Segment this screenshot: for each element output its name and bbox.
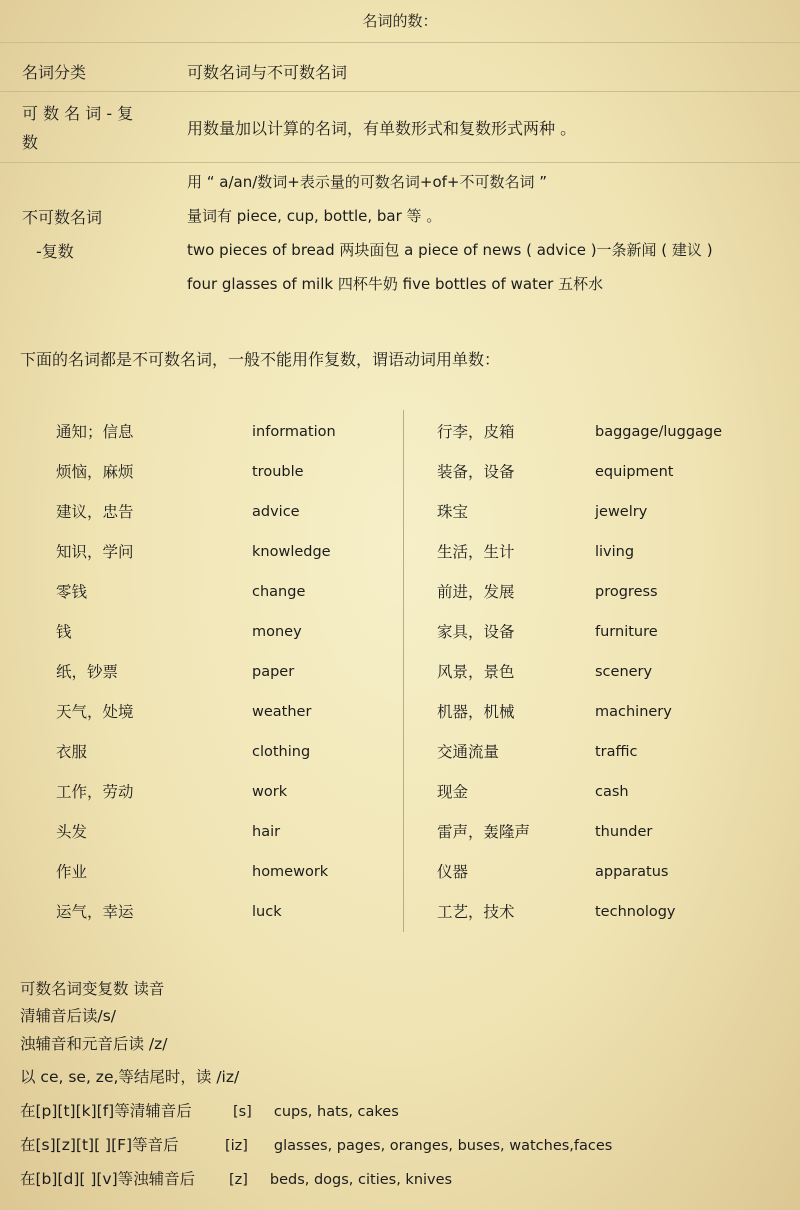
- countable-description: 用数量加以计算的名词，有单数形式和复数形式两种 。: [187, 119, 577, 138]
- noun-chinese: 纸，钞票: [56, 663, 119, 681]
- example-rule: 在[b][d][ ][v]等浊辅音后: [20, 1170, 196, 1188]
- noun-chinese: 仪器: [437, 863, 469, 881]
- noun-english: change: [252, 584, 306, 600]
- pronunciation-example: [20, 1133, 612, 1155]
- countable-label-cont: 数: [22, 133, 39, 152]
- uncountable-line: two pieces of bread 两块面包 a piece of news ( advice )一条新闻 ( 建议 ): [187, 241, 713, 259]
- noun-chinese: 建议，忠告: [56, 503, 134, 521]
- noun-chinese: 机器，机械: [437, 703, 515, 721]
- noun-english: technology: [595, 904, 676, 920]
- noun-chinese: 行李，皮箱: [437, 423, 515, 441]
- pronunciation-rule: 浊辅音和元音后读 /z/: [20, 1035, 168, 1053]
- table-divider: [0, 91, 800, 92]
- example-sound: [s]: [232, 1104, 252, 1120]
- uncountable-line: 量词有 piece, cup, bottle, bar 等 。: [187, 207, 442, 225]
- noun-english: advice: [252, 504, 300, 520]
- noun-english: apparatus: [595, 864, 669, 880]
- noun-chinese: 作业: [56, 863, 88, 881]
- noun-english: paper: [252, 664, 295, 680]
- noun-chinese: 雷声，轰隆声: [437, 823, 531, 841]
- noun-english: machinery: [595, 704, 672, 720]
- noun-chinese: 生活，生计: [437, 543, 515, 561]
- table-divider: [0, 42, 800, 43]
- noun-english: luck: [252, 904, 282, 920]
- noun-chinese: 烦恼，麻烦: [56, 463, 134, 481]
- uncountable-line: four glasses of milk 四杯牛奶 five bottles of water 五杯水: [187, 275, 604, 293]
- noun-chinese: 工艺，技术: [437, 903, 515, 921]
- header-label: 名词分类: [22, 63, 87, 82]
- column-divider: [403, 410, 404, 932]
- uncountable-label-cont: -复数: [36, 242, 74, 261]
- noun-english: work: [252, 784, 288, 800]
- noun-chinese: 装备，设备: [437, 463, 515, 481]
- pronunciation-rule: 清辅音后读/s/: [20, 1007, 117, 1025]
- noun-english: trouble: [252, 464, 304, 480]
- noun-chinese: 风景，景色: [437, 663, 515, 681]
- noun-english: baggage/luggage: [595, 424, 723, 440]
- example-rule: 在[s][z][t][ ][F]等音后: [20, 1136, 179, 1154]
- noun-chinese: 通知；信息: [56, 423, 134, 441]
- noun-english: furniture: [595, 624, 658, 640]
- noun-english: traffic: [595, 744, 638, 760]
- noun-chinese: 衣服: [56, 743, 88, 761]
- noun-chinese: 珠宝: [437, 503, 469, 521]
- uncountable-label: 不可数名词: [22, 208, 103, 227]
- noun-chinese: 工作，劳动: [56, 783, 134, 801]
- list-intro: 下面的名词都是不可数名词，一般不能用作复数，谓语动词用单数：: [20, 350, 501, 369]
- noun-chinese: 知识，学问: [56, 543, 134, 561]
- noun-english: progress: [595, 584, 658, 600]
- noun-english: clothing: [252, 744, 311, 760]
- uncountable-line: 用 “ a/an/数词+表示量的可数名词+of+不可数名词 ”: [187, 173, 548, 191]
- example-rule: 在[p][t][k][f]等清辅音后: [20, 1102, 192, 1120]
- noun-english: cash: [595, 784, 629, 800]
- noun-english: living: [595, 544, 635, 560]
- noun-english: information: [252, 424, 336, 440]
- example-words: glasses, pages, oranges, buses, watches,faces: [273, 1138, 613, 1154]
- example-words: beds, dogs, cities, knives: [269, 1172, 453, 1188]
- noun-chinese: 运气，幸运: [56, 903, 134, 921]
- noun-chinese: 天气，处境: [56, 703, 134, 721]
- page-title: 名词的数：: [362, 12, 438, 30]
- noun-chinese: 钱: [56, 623, 72, 641]
- noun-english: scenery: [595, 664, 653, 680]
- pronunciation-rule: 以 ce, se, ze,等结尾时，读 /iz/: [20, 1068, 240, 1086]
- noun-english: jewelry: [595, 504, 648, 520]
- pronunciation-example: [20, 1099, 399, 1121]
- noun-english: money: [252, 624, 302, 640]
- header-value: 可数名词与不可数名词: [187, 63, 348, 82]
- noun-english: thunder: [595, 824, 653, 840]
- pronunciation-heading: 可数名词变复数 读音: [20, 980, 165, 998]
- noun-english: homework: [252, 864, 329, 880]
- noun-chinese: 现金: [437, 783, 469, 801]
- example-sound: [z]: [228, 1172, 248, 1188]
- noun-english: weather: [252, 704, 312, 720]
- pronunciation-example: [20, 1167, 452, 1189]
- noun-english: hair: [252, 824, 281, 840]
- noun-chinese: 交通流量: [437, 743, 500, 761]
- noun-chinese: 零钱: [56, 583, 88, 601]
- table-divider: [0, 162, 800, 163]
- example-words: cups, hats, cakes: [273, 1104, 399, 1120]
- noun-english: equipment: [595, 464, 674, 480]
- noun-english: knowledge: [252, 544, 331, 560]
- countable-label: 可 数 名 词 - 复: [22, 104, 134, 123]
- noun-chinese: 头发: [56, 823, 88, 841]
- noun-chinese: 前进，发展: [437, 583, 515, 601]
- example-sound: [iz]: [224, 1138, 248, 1154]
- noun-chinese: 家具，设备: [437, 623, 515, 641]
